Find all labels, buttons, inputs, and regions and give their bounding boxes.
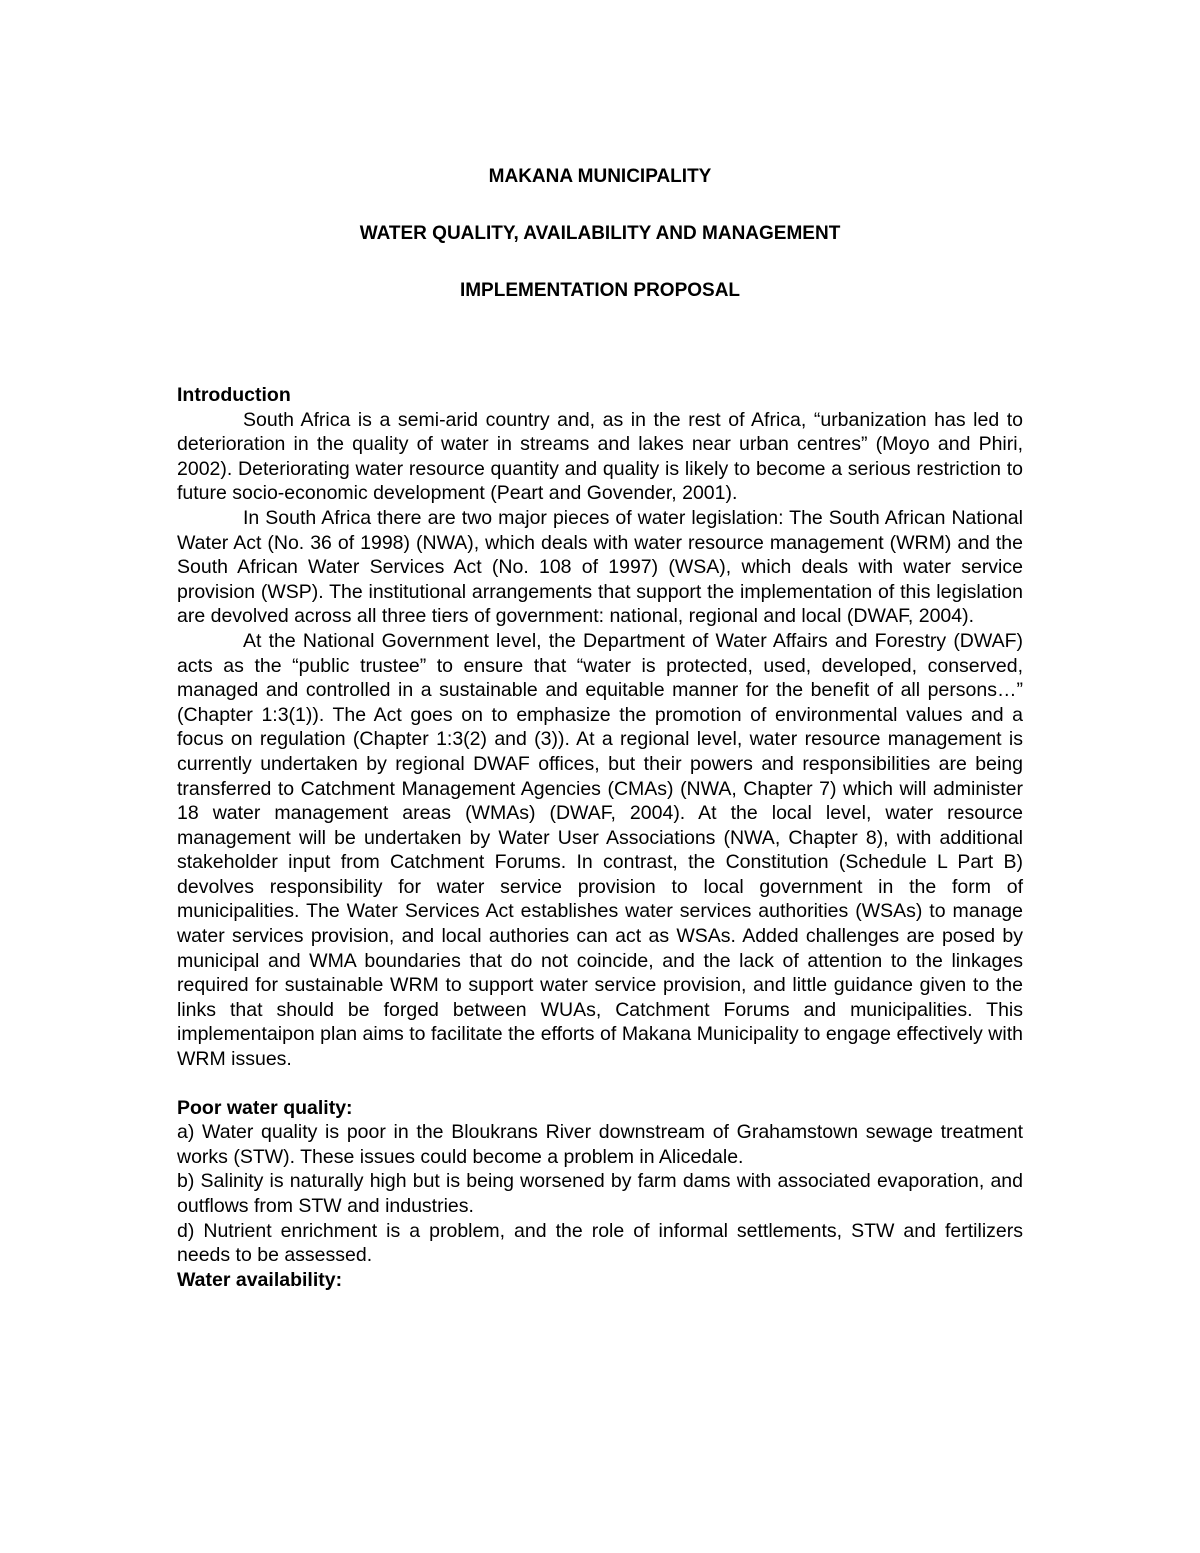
document-title-proposal: IMPLEMENTATION PROPOSAL — [459, 280, 741, 301]
poor-water-quality-item-d: d) Nutrient enrichment is a problem, and the role of informal settlements, STW and fertilizers needs to be assessed. — [177, 1219, 1023, 1267]
document-page — [177, 165, 1023, 1292]
document-title-municipality: MAKANA MUNICIPALITY — [488, 166, 712, 187]
document-title-subject: WATER QUALITY, AVAILABILITY AND MANAGEMENT — [359, 223, 841, 244]
introduction-heading: Introduction — [177, 384, 291, 406]
introduction-paragraph-3: At the National Government level, the Department of Water Affairs and Forestry (DWAF) acts as the “public trustee” to ensure that “water is protected, used, developed, conserved, managed and controlled in a sustainable and equitable manner for the benefit of all persons…” (Chapter 1:3(1)). The Act goes on to emphasize the promotion of environmental values and a focus on regulation (Chapter 1:3(2) and (3)). At a regional level, water resource management is currently undertaken by regional DWAF offices, but their powers and responsibilities are being transferred to Catchment Management Agencies (CMAs) (NWA, Chapter 7) which will administer 18 water management areas (WMAs) (DWAF, 2004). At the local level, water resource management will be undertaken by Water User Associations (NWA, Chapter 8), with additional stakeholder input from Catchment Forums. In contrast, the Constitution (Schedule L Part B) devolves responsibility for water service provision to local government in the form of municipalities. The Water Services Act establishes water services authorities (WSAs) to manage water services provision, and local authories can act as WSAs. Added challenges are posed by municipal and WMA boundaries that do not coincide, and the lack of attention to the linkages required for sustainable WRM to support water service provision, and little guidance given to the links that should be forged between WUAs, Catchment Forums and municipalities. This implementaipon plan aims to facilitate the efforts of Makana Municipality to engage effectively with WRM issues. — [177, 629, 1023, 1071]
water-availability-heading: Water availability: — [177, 1268, 343, 1291]
poor-water-quality-item-a: a) Water quality is poor in the Bloukrans River downstream of Grahamstown sewage treatment works (STW). These issues could become a problem in Alicedale. — [177, 1121, 1023, 1168]
introduction-paragraph-2: In South Africa there are two major pieces of water legislation: The South African National Water Act (No. 36 of 1998) (NWA), which deals with water resource management (WRM) and the South African Water Services Act (No. 108 of 1997) (WSA), which deals with water service provision (WSP). The institutional arrangements that support the implementation of this legislation are devolved across all three tiers of government: national, regional and local (DWAF, 2004). — [177, 506, 1023, 628]
poor-water-quality-item-b: b) Salinity is naturally high but is being worsened by farm dams with associated evaporation, and outflows from STW and industries. — [177, 1170, 1023, 1217]
poor-water-quality-heading: Poor water quality: — [177, 1096, 353, 1119]
introduction-paragraph-1: South Africa is a semi-arid country and, as in the rest of Africa, “urbanization has led to deterioration in the quality of water in streams and lakes near urban centres” (Moyo and Phiri, 2002). Deteriorating water resource quantity and quality is likely to become a serious restriction to future socio-economic development (Peart and Govender, 2001). — [177, 408, 1023, 505]
